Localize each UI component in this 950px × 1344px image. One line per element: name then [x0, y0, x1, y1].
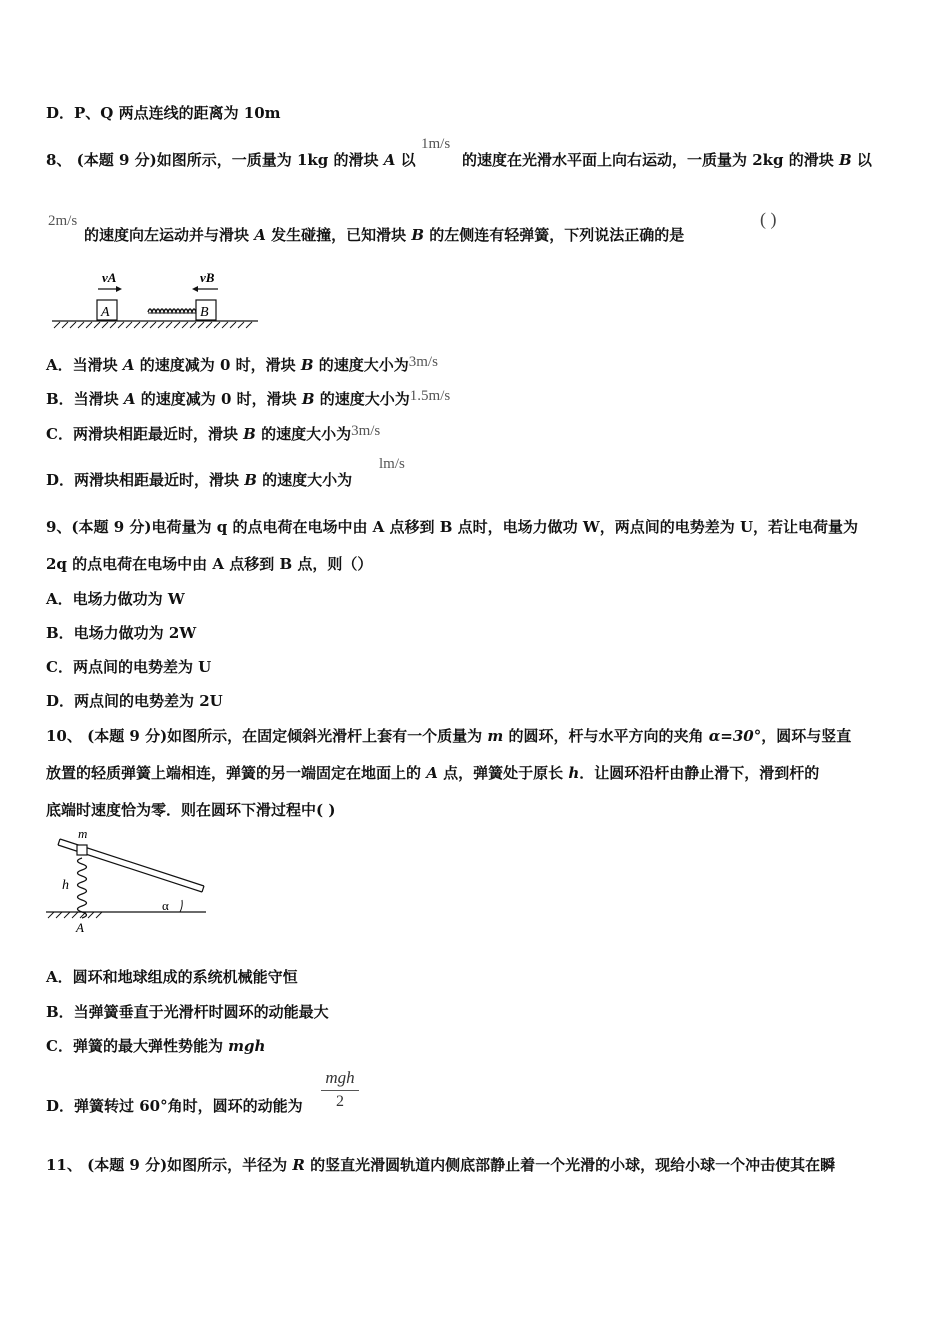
q7-option-d: D．P、Q 两点连线的距离为 10m [46, 104, 281, 122]
q10-fig-spring [78, 858, 87, 918]
q8-speed-b: 2m/s [48, 213, 78, 229]
q9-stem-line2: 2q 的点电荷在电场中由 A 点移到 B 点，则（） [46, 555, 373, 573]
q10-fig-ring [77, 845, 87, 855]
q10-fig-h-label: h [62, 878, 69, 893]
q8-fig-va-label: vA [102, 270, 117, 285]
q9-option-d: D．两点间的电势差为 2U [46, 692, 223, 710]
q8-fig-arrow-right-head [116, 286, 122, 292]
q10-option-d-denominator: 2 [336, 1093, 344, 1110]
q10-fig-m-label: m [78, 826, 88, 841]
q8-option-d: D．两滑块相距最近时，滑块 B 的速度大小为 [46, 471, 353, 489]
q10-fig-rod-tip [202, 886, 204, 892]
q9-option-c: C．两点间的电势差为 U [46, 658, 212, 676]
q10-fig-rod-end [58, 839, 60, 845]
q8-answer-paren: ( ) [760, 209, 777, 229]
q8-option-a: A．当滑块 A 的速度减为 0 时，滑块 B 的速度大小为3m/s [46, 354, 438, 374]
q9-option-a: A．电场力做功为 W [46, 590, 185, 608]
q8-collision-figure [50, 266, 262, 330]
q8-fig-arrow-left-head [192, 286, 198, 292]
q8-fig-ground-hatch [54, 322, 252, 328]
q8-speed-a: 1m/s [421, 136, 451, 152]
q8-fig-spring [148, 309, 196, 312]
q8-fig-vb-label: vB [200, 270, 215, 285]
q10-option-c: C．弹簧的最大弹性势能为 mgh [46, 1037, 266, 1055]
q8-option-c: C．两滑块相距最近时，滑块 B 的速度大小为3m/s [46, 423, 381, 443]
q10-option-d: D．弹簧转过 60°角时，圆环的动能为 [46, 1097, 303, 1115]
q10-incline-figure [44, 826, 212, 934]
q10-stem-line1: 10、 (本题 9 分)如图所示，在固定倾斜光滑杆上套有一个质量为 m 的圆环，杆与水平方向的夹角 α=30°，圆环与竖直 [46, 727, 852, 745]
q10-fig-alpha-label: α [162, 898, 169, 913]
q9-stem-line1: 9、(本题 9 分)电荷量为 q 的点电荷在电场中由 A 点移到 B 点时，电场力做功 W，两点间的电势差为 U，若让电荷量为 [46, 518, 859, 536]
q8-option-d-value: lm/s [379, 456, 405, 472]
q10-option-d-numerator: mgh [321, 1068, 359, 1091]
q10-fig-angle-arc [180, 900, 182, 912]
q8-option-b: B．当滑块 A 的速度减为 0 时，滑块 B 的速度大小为1.5m/s [46, 388, 451, 408]
q10-fig-ground-hatch [48, 912, 102, 918]
q8-stem-line2: 的速度向左运动并与滑块 A 发生碰撞，已知滑块 B 的左侧连有轻弹簧，下列说法正确的是 [84, 226, 685, 244]
q10-fig-a-label: A [76, 920, 84, 934]
q8-stem-line1-cont: 的速度在光滑水平面上向右运动，一质量为 2kg 的滑块 B 以 [462, 151, 872, 169]
q11-stem-line1: 11、 (本题 9 分)如图所示，半径为 R 的竖直光滑圆轨道内侧底部静止着一个光滑的小球，现给小球一个冲击使其在瞬 [46, 1156, 836, 1174]
q8-fig-block-b-label: B [200, 305, 209, 320]
q10-option-b: B．当弹簧垂直于光滑杆时圆环的动能最大 [46, 1003, 329, 1021]
q10-stem-line2: 放置的轻质弹簧上端相连，弹簧的另一端固定在地面上的 A 点，弹簧处于原长 h．让圆环沿杆由静止滑下，滑到杆的 [46, 764, 820, 782]
q10-stem-line3: 底端时速度恰为零．则在圆环下滑过程中( ) [46, 801, 336, 819]
q8-stem-line1: 8、 (本题 9 分)如图所示，一质量为 1kg 的滑块 A 以 [46, 151, 416, 169]
q8-fig-block-a-label: A [101, 305, 110, 320]
q10-option-d-fraction [321, 1068, 359, 1111]
q10-option-a: A．圆环和地球组成的系统机械能守恒 [46, 968, 298, 986]
q9-option-b: B．电场力做功为 2W [46, 624, 197, 642]
